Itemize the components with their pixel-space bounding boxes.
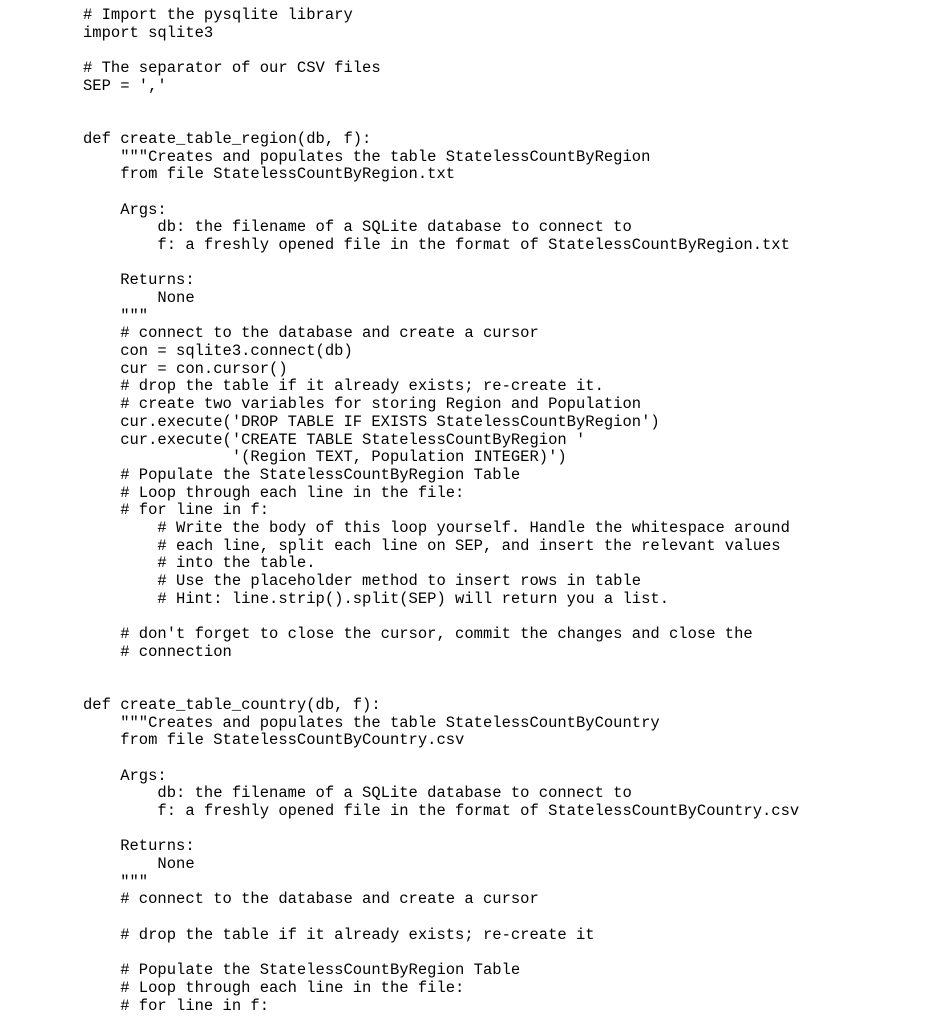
- code-line: # The separator of our CSV files: [83, 59, 381, 78]
- code-line: [83, 909, 799, 927]
- code-line: def create_table_country(db, f):: [83, 695, 381, 714]
- code-line: # Import the pysqlite library: [83, 6, 353, 24]
- code-viewer: [83, 7, 799, 1015]
- code-line: # connect to the database and create a cursor: [83, 890, 539, 909]
- code-line: # Loop through each line in the file:: [83, 483, 465, 502]
- code-line: cur.execute('CREATE TABLE StatelessCountByRegion ': [83, 430, 586, 449]
- code-line: Args:: [83, 766, 167, 785]
- code-line: [83, 661, 799, 679]
- code-line: # for line in f:: [83, 996, 270, 1015]
- code-line: # don't forget to close the cursor, commit the changes and close the: [83, 625, 753, 644]
- code-line: [83, 750, 799, 768]
- code-line: # drop the table if it already exists; re-create it.: [83, 377, 604, 396]
- code-line: # Populate the StatelessCountByRegion Table: [83, 961, 521, 980]
- code-line: """: [83, 306, 149, 325]
- code-line: [83, 679, 799, 697]
- code-line: cur.execute('DROP TABLE IF EXISTS StatelessCountByRegion'): [83, 412, 660, 431]
- code-line: [83, 95, 799, 113]
- code-line: # Use the placeholder method to insert rows in table: [83, 572, 642, 590]
- code-line: # into the table.: [83, 554, 316, 573]
- code-line: db: the filename of a SQLite database to connect to: [83, 784, 632, 803]
- code-line: """Creates and populates the table StatelessCountByRegion: [83, 147, 651, 166]
- code-line: # each line, split each line on SEP, and insert the relevant values: [83, 536, 781, 555]
- code-line: [83, 42, 799, 60]
- code-line: """: [83, 872, 149, 891]
- code-line: """Creates and populates the table StatelessCountByCountry: [83, 713, 660, 732]
- code-line: from file StatelessCountByRegion.txt: [83, 165, 456, 184]
- code-line: [83, 113, 799, 131]
- code-line: Returns:: [83, 837, 195, 856]
- code-line: [83, 821, 799, 839]
- code-line: f: a freshly opened file in the format of StatelessCountByCountry.csv: [83, 801, 800, 820]
- code-line: [83, 255, 799, 273]
- code-line: from file StatelessCountByCountry.csv: [83, 731, 465, 750]
- code-line: import sqlite3: [83, 23, 214, 42]
- code-line: con = sqlite3.connect(db): [83, 342, 353, 361]
- code-line: # connect to the database and create a cursor: [83, 324, 539, 343]
- code-line: # Populate the StatelessCountByRegion Table: [83, 465, 521, 484]
- code-line: # for line in f:: [83, 501, 270, 520]
- code-line: [83, 944, 799, 962]
- code-line: def create_table_region(db, f):: [83, 129, 372, 148]
- code-line: Returns:: [83, 271, 195, 290]
- code-line: # Loop through each line in the file:: [83, 978, 465, 997]
- code-line: None: [83, 289, 195, 307]
- code-line: SEP = ',': [83, 76, 167, 95]
- code-line: # Write the body of this loop yourself. Handle the whitespace around: [83, 518, 790, 537]
- code-line: # connection: [83, 642, 232, 661]
- code-line: Args:: [83, 200, 167, 219]
- code-line: [83, 184, 799, 202]
- code-line: [83, 608, 799, 626]
- code-line: cur = con.cursor(): [83, 359, 288, 378]
- code-line: f: a freshly opened file in the format of StatelessCountByRegion.txt: [83, 235, 790, 254]
- code-line: '(Region TEXT, Population INTEGER)'): [83, 448, 567, 467]
- code-line: # create two variables for storing Region and Population: [83, 395, 642, 414]
- code-line: # Hint: line.strip().split(SEP) will return you a list.: [83, 589, 669, 608]
- code-line: None: [83, 855, 195, 873]
- code-line: # drop the table if it already exists; re-create it: [83, 925, 595, 944]
- code-line: db: the filename of a SQLite database to connect to: [83, 218, 632, 237]
